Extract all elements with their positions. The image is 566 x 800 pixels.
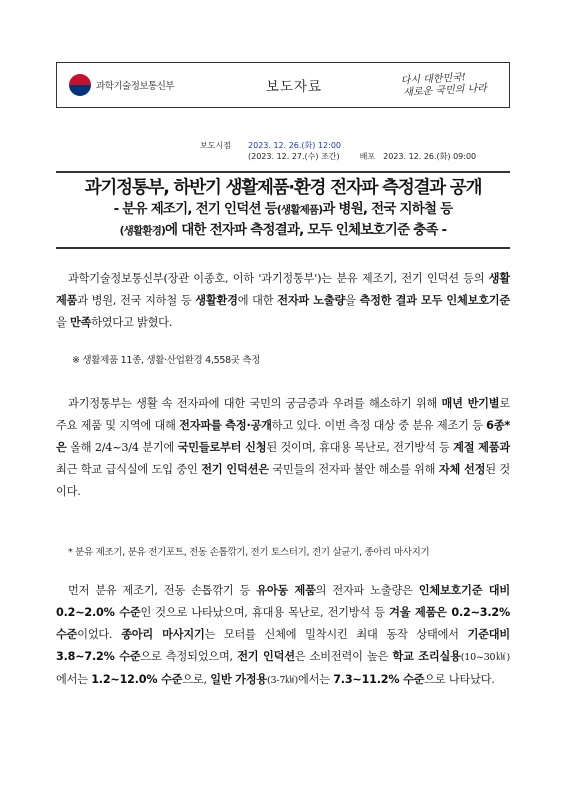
subheadline-1: - 분유 제조기, 전기 인덕션 등(생활제품)과 병원, 전국 지하철 등 <box>113 201 453 217</box>
slogan-line-2: 새로운 국민의 나라 <box>403 83 488 99</box>
title-box <box>56 171 510 249</box>
note-2: * 분유 제조기, 분유 전기포트, 전동 손톱깎기, 전기 토스터기, 전기 살균기, 종아리 마사지기 <box>68 547 430 558</box>
release-label: 배포 <box>359 152 376 161</box>
paragraph-3: 먼저 분유 제조기, 전동 손톱깎기 등 유아동 제품의 전자파 노출량은 인체보호기준 대비 0.2~2.0% 수준인 것으로 나타났으며, 휴대용 목난로, 전기방석 등 겨울 제품은 0.2~3.2% 수준이었다. 종아리 마사지기는 모터를 신체에 밀착시킨 최대 동작 상태에서 기준대비 3.8~7.2% 수준으로 측정되었으며, 전기 인덕션은 소비전력이 높은 학교 조리실용(10~30㎾)에서는 1.2~12.0% 수준으로, 일반 가정용(3-7㎾)에서는 7.3~11.2% 수준으로 나타났다. <box>56 584 510 686</box>
subheadline-2: (생활환경)에 대한 전자파 측정결과, 모두 인체보호기준 충족 - <box>119 222 447 238</box>
paragraph-1: 과학기술정보통신부(장관 이종호, 이하 '과기정통부')는 분유 제조기, 전기 인덕션 등의 생활제품과 병원, 전국 지하철 등 생활환경에 대한 전자파 노출량을 측정한 결과 모두 인체보호기준을 만족하였다고 밝혔다. <box>56 272 511 329</box>
release-time: 2023. 12. 26.(화) 09:00 <box>383 152 477 161</box>
agency-logo <box>57 74 197 96</box>
taegeuk-emblem-icon <box>69 74 91 96</box>
note-1: ※ 생활제품 11종, 생활·산업환경 4,558곳 측정 <box>72 355 261 366</box>
headline: 과기정통부, 하반기 생활제품·환경 전자파 측정결과 공개 <box>84 178 482 198</box>
embargo-morning-edition: (2023. 12. 27.(수) 조간) <box>248 152 340 161</box>
paragraph-2: 과기정통부는 생활 속 전자파에 대한 국민의 궁금증과 우려를 해소하기 위해 매년 반기별로 주요 제품 및 지역에 대해 전자파를 측정·공개하고 있다. 이번 측정 대상 중 분유 제조기 등 6종*은 올해 2/4~3/4 분기에 국민들로부터 신청된 것이며, 휴대용 목난로, 전기방석 등 계절 제품과 최근 학교 급식실에 도입 중인 전기 인덕션은 국민들의 전자파 불안 해소를 위해 자체 선정된 것이다. <box>56 397 511 498</box>
header-box <box>56 62 510 108</box>
slogan-line-1: 다시 대한민국! <box>400 72 467 87</box>
embargo-label: 보도시점 <box>200 141 231 150</box>
embargo-info <box>200 140 476 162</box>
embargo-time: 2023. 12. 26.(화) 12:00 <box>248 141 342 150</box>
slogan <box>390 70 509 100</box>
agency-name: 과학기술정보통신부 <box>96 81 175 92</box>
document-type: 보도자료 <box>265 79 323 95</box>
